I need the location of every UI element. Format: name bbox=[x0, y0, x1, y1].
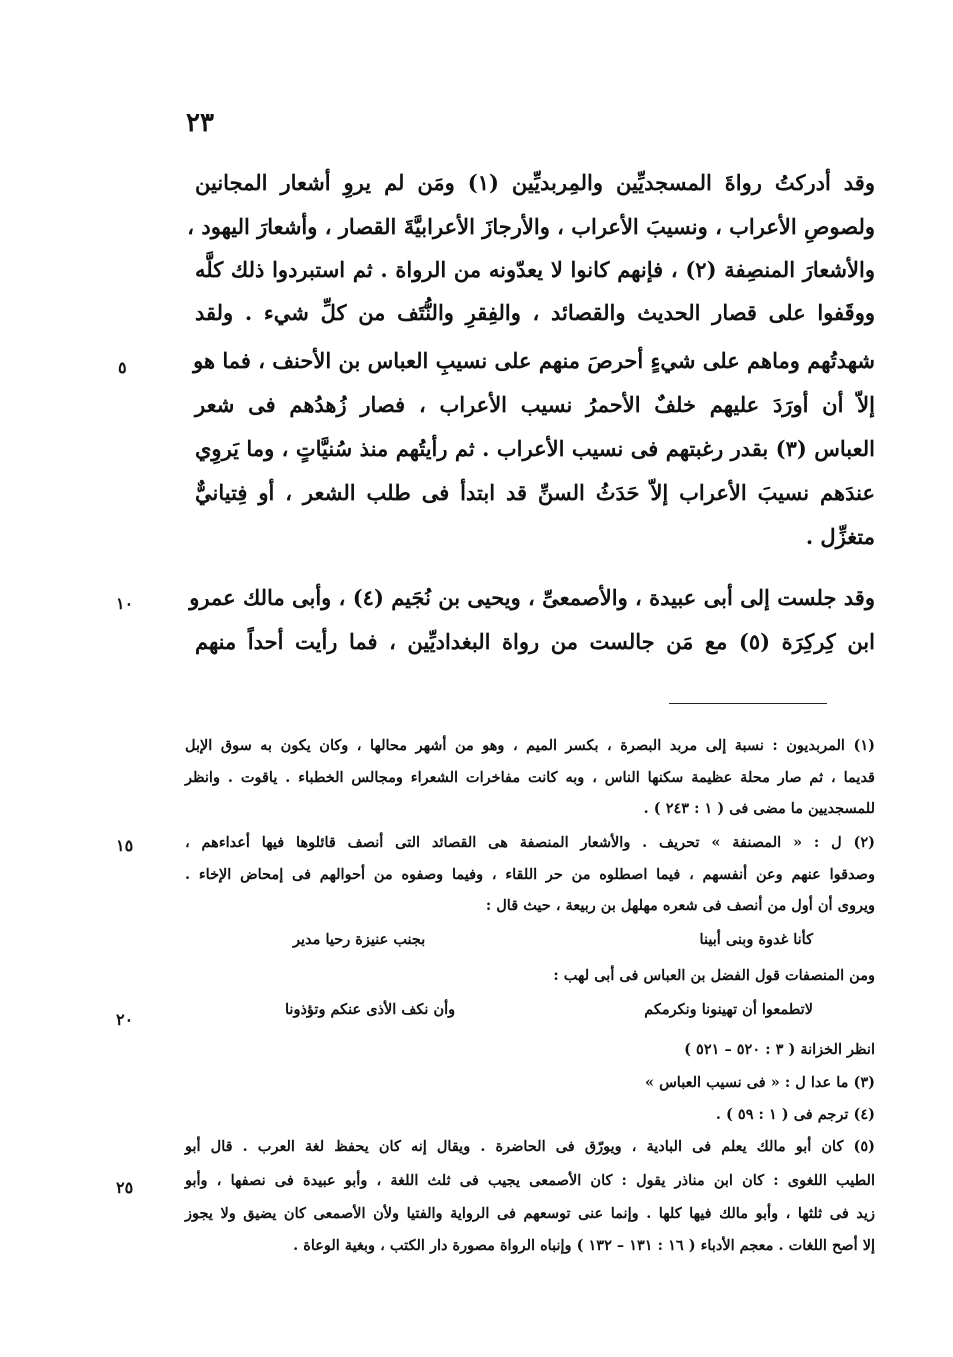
main-line-3: والأشعارَ المنصِفة (٢) ، فإنهم كانوا لا يعدّونه من الرواة . ثم استبردوا ذلك كلَّه bbox=[195, 257, 875, 282]
footnote-line: ومن المنصفات قول الفضل بن العباس فى أبى لهب : bbox=[553, 967, 875, 984]
footnote-line: وصدقوا عنهم وعن أنفسهم ، فيما اصطلوه من حر اللقاء ، وفيما وصفوه من أحوالهم فى إمحاض الإخاء . bbox=[185, 866, 875, 883]
margin-line-number-15: ١٥ bbox=[116, 836, 134, 855]
verse-couplet-1 bbox=[293, 931, 813, 955]
footnote-line: (١) المربديون : نسبة إلى مربد البصرة ، بكسر الميم ، وهو من أشهر محالها ، وكان يكون به سوق الإبل bbox=[185, 737, 875, 754]
page-number: ٢٣ bbox=[186, 108, 214, 138]
margin-line-number-5: ٥ bbox=[118, 358, 127, 377]
main-line-1: وقد أدركتُ رواةَ المسجديِّين والمِربديِّين (١) ومَن لم يروِ أشعار المجانين bbox=[195, 170, 875, 195]
main-line-7: العباس (٣) بقدر رغبتهم فى نسيب الأعراب . ثم رأيتُهم منذ سُنيَّاتٍ ، وما يَروِي bbox=[195, 436, 875, 461]
main-line-10: وقد جلست إلى أبى عبيدة ، والأصمعىِّ ، ويحيى بن نُجَيم (٤) ، وأبى مالك عمرو bbox=[189, 585, 875, 610]
main-line-9: متغزِّل . bbox=[805, 524, 875, 549]
verse-hemistich-second: بجنب عنيزة رحيا مدير bbox=[293, 931, 426, 948]
margin-line-number-25: ٢٥ bbox=[116, 1178, 134, 1197]
footnote-line: (٥) كان أبو مالك يعلم فى البادية ، ويورّق فى الحاضرة . ويقال إنه كان يحفظ لغة العرب . قال أبو bbox=[185, 1138, 875, 1155]
verse-hemistich-first: لاتطمعوا أن تهينونا ونكرمكم bbox=[644, 1001, 813, 1018]
main-line-4: ووقَفوا على قصار الحديث والقصائد ، والفِقرِ والنُّتَف من كلِّ شيء . ولقد bbox=[195, 300, 875, 325]
verse-hemistich-first: كأنا غدوة وبنى أبينا bbox=[699, 931, 813, 948]
footnote-line: ويروى أن أول من أنصف فى شعره مهلهل بن ربيعة ، حيث قال : bbox=[485, 897, 875, 914]
footnote-line: الطيب اللغوى : كان ابن مناذر يقول : كان الأصمعى يجيب فى ثلث اللغة ، وأبو عبيدة فى نصفها ، وأبو bbox=[185, 1172, 875, 1189]
main-line-6: إلاّ أن أورَدَ عليهم خلفٌ الأحمرُ نسيب الأعراب ، فصار زُهدُهم فى شعر bbox=[195, 392, 875, 417]
main-line-8: عندَهم نسيبَ الأعراب إلاّ حَدَثُ السنِّ قد ابتدأ فى طلب الشعر ، أو فِتيانيٌّ bbox=[195, 480, 875, 505]
margin-line-number-10: ١٠ bbox=[116, 594, 134, 613]
main-line-11: ابن كِركِرَة (٥) مع مَن جالست من رواة البغداديِّين ، فما رأيت أحداً منهم bbox=[195, 629, 875, 654]
footnote-line: انظر الخزانة ( ٣ : ٥٢٠ – ٥٢١ ) bbox=[684, 1041, 875, 1058]
verse-hemistich-second: وأن نكف الأذى عنكم وتؤذونا bbox=[285, 1001, 456, 1018]
main-line-5: شهدتُهم وماهم على شيءٍ أحرصَ منهم على نسيبِ العباس بن الأحنف ، فما هو bbox=[193, 348, 875, 373]
footnote-line: (٣) ما عدا ل : « فى نسيب العباس » bbox=[645, 1074, 875, 1091]
footnote-line: قديما ، ثم صار محلة عظيمة سكنها الناس ، وبه كانت مفاخرات الشعراء ومجالس الخطباء . ياقوت . وانظر bbox=[185, 769, 875, 786]
footnote-line: زيد فى ثلثها ، وأبو مالك فيها كلها . وإنما عنى توسعهم فى الرواية والفتيا ولأن الأصمعى كان يضيق ولا يجوز bbox=[185, 1205, 875, 1222]
footnote-line: إلا أصح اللغات . معجم الأدباء ( ١٦ : ١٣١ – ١٣٢ ) وإنباه الرواة مصورة دار الكتب ، وبغية الوعاة . bbox=[293, 1237, 875, 1254]
margin-line-number-20: ٢٠ bbox=[116, 1010, 134, 1029]
main-line-2: ولصوصِ الأعراب ، ونسيبَ الأعراب ، والأرجازَ الأعرابيَّةَ القصار ، وأشعارَ اليهود ، bbox=[187, 214, 875, 239]
footnote-line: للمسجديين ما مضى فى ( ١ : ٢٤٣ ) . bbox=[643, 800, 875, 817]
footnote-line: (٢) ل : « المصنفة » تحريف . والأشعار المنصفة هى القصائد التى أنصف قائلوها فيها أعداءهم ، bbox=[185, 834, 875, 851]
verse-couplet-2 bbox=[285, 1001, 813, 1025]
footnote-line: (٤) ترجم فى ( ١ : ٥٩ ) . bbox=[715, 1106, 875, 1123]
footnote-separator bbox=[669, 703, 827, 704]
